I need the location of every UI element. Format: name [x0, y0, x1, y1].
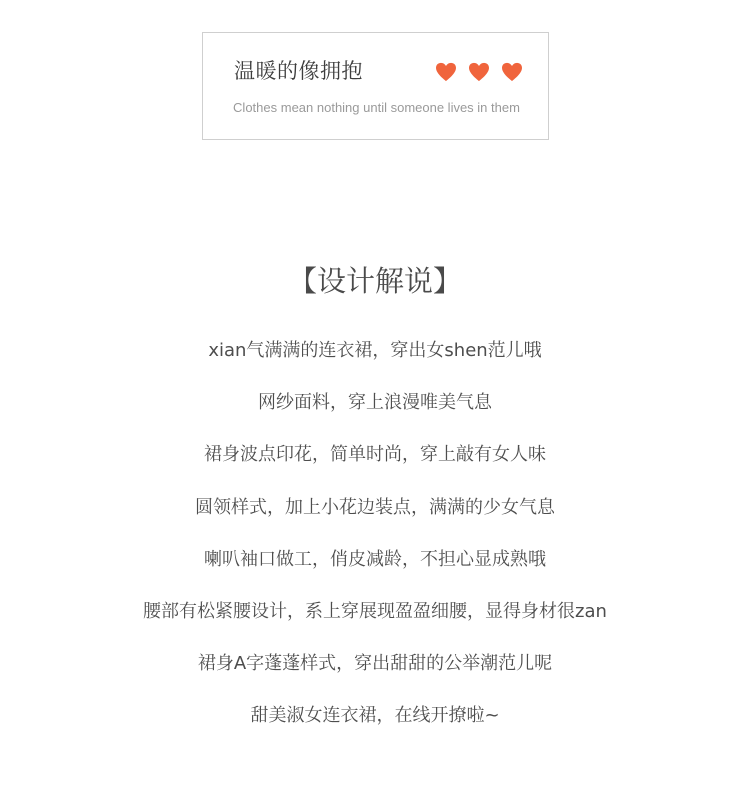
section-title: 【设计解说】: [287, 264, 462, 298]
description-line: 甜美淑女连衣裙，在线开撩啦~: [250, 705, 500, 727]
description-line: 裙身波点印花，简单时尚，穿上敲有女人味: [204, 444, 546, 466]
description-line: 腰部有松紧腰设计，系上穿展现盈盈细腰，显得身材很zan: [143, 600, 607, 622]
banner-card: [202, 32, 549, 140]
description-list: [0, 336, 750, 754]
heart-icon: [501, 62, 523, 82]
description-line: 网纱面料，穿上浪漫唯美气息: [258, 392, 492, 414]
banner-subtitle: Clothes mean nothing until someone lives in them: [233, 100, 520, 115]
description-line: xian气满满的连衣裙，穿出女shen范儿哦: [208, 340, 542, 361]
hearts-group: [435, 61, 523, 83]
description-line: 喇叭袖口做工，俏皮减龄，不担心显成熟哦: [204, 548, 546, 570]
description-line: 圆领样式，加上小花边装点，满满的少女气息: [195, 496, 555, 518]
heart-icon: [468, 62, 490, 82]
banner-title: 温暖的像拥抱: [234, 59, 363, 83]
description-line: 裙身A字蓬蓬样式，穿出甜甜的公举潮范儿呢: [197, 653, 553, 675]
heart-icon: [435, 62, 457, 82]
